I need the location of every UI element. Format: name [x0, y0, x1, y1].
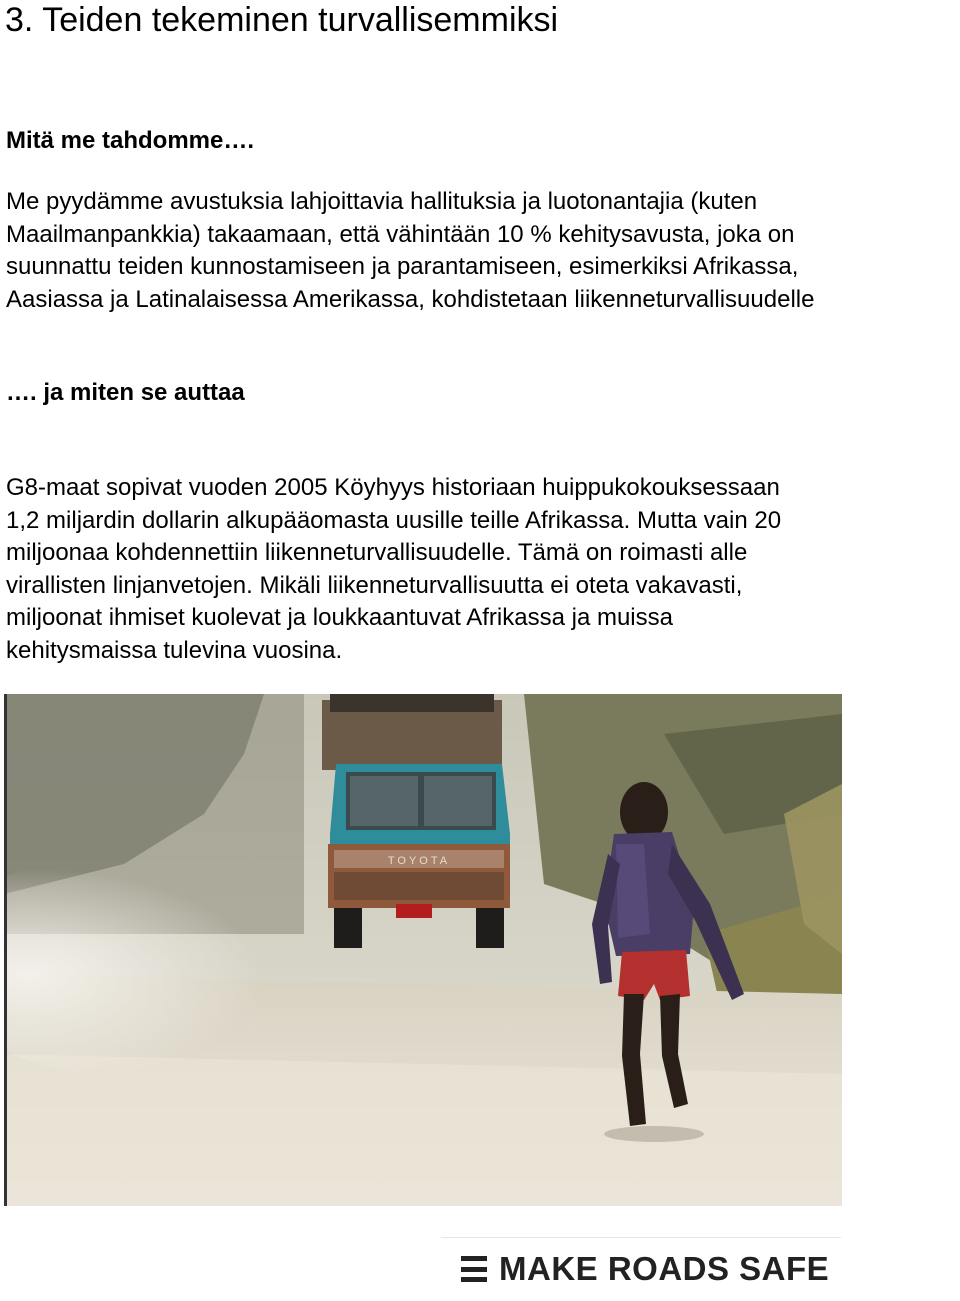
road-photo-illustration: [4, 694, 842, 1206]
road-photo: [4, 694, 842, 1206]
section-heading-how-it-helps: …. ja miten se auttaa: [6, 379, 245, 406]
menu-lines-icon: [461, 1256, 487, 1282]
page-title: 3. Teiden tekeminen turvallisemmiksi: [5, 1, 559, 39]
make-roads-safe-logo: [441, 1237, 841, 1300]
paragraph-how-it-helps: G8-maat sopivat vuoden 2005 Köyhyys historiaan huippukokouksessaan 1,2 miljardin dollarin alkupääomasta uusille teille Afrikassa. Mutta vain 20 miljoonaa kohdennettiin liikenneturvallisuudelle. Tämä on roimasti alle virallisten linjanvetojen. Mikäli liikenneturvallisuutta ei oteta vakavasti, miljoonat ihmiset kuolevat ja loukkaantuvat Afrikassa ja muissa kehitysmaissa tulevina vuosina.: [6, 474, 782, 664]
paragraph-what-we-want: Me pyydämme avustuksia lahjoittavia hallituksia ja luotonantajia (kuten Maailmanpankkia) takaamaan, että vähintään 10 % kehitysavusta, joka on suunnattu teiden kunnostamiseen ja parantamiseen, esimerkiksi Afrikassa, Aasiassa ja Latinalaisessa Amerikassa, kohdistetaan liikenneturvallisuudelle: [6, 188, 815, 313]
section-heading-what-we-want: Mitä me tahdomme….: [6, 127, 255, 154]
logo-text: MAKE ROADS SAFE: [499, 1250, 830, 1287]
truck-brand-label: TOYOTA: [387, 855, 451, 867]
